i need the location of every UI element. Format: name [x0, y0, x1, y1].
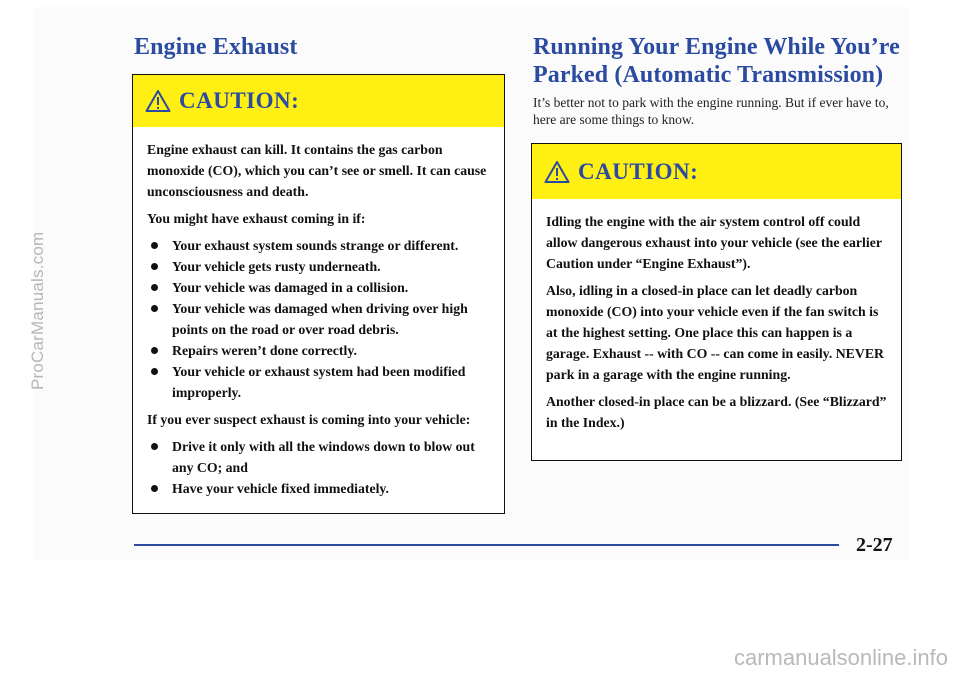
caution-paragraph: You might have exhaust coming in if: — [147, 211, 366, 226]
caution-body — [133, 127, 504, 499]
caution-paragraph: If you ever suspect exhaust is coming into your vehicle: — [147, 412, 471, 427]
list-item: Have your vehicle fixed immediately. — [147, 478, 490, 499]
parked-engine-caution-box — [531, 143, 902, 461]
list-item: Your vehicle was damaged in a collision. — [147, 277, 490, 298]
exhaust-actions-list — [147, 436, 490, 499]
caution-paragraph: Also, idling in a closed-in place can let deadly carbon monoxide (CO) into your vehicle even if the fan switch is at the highest setting. One place this can happen is a garage. Exhaust -- with CO -- can come in easily. NEVER park in a garage with the engine running. — [546, 283, 885, 382]
list-item: Repairs weren’t done correctly. — [147, 340, 490, 361]
intro-text: It’s better not to park with the engine running. But if ever have to, here are some things to know. — [533, 95, 889, 127]
list-item: Your exhaust system sounds strange or different. — [147, 235, 490, 256]
page-number: 2-27 — [856, 534, 893, 556]
caution-paragraph: Idling the engine with the air system control off could allow dangerous exhaust into your vehicle (see the earlier Caution under “Engine Exhaust”). — [546, 214, 882, 271]
engine-exhaust-caution-box — [132, 74, 505, 514]
exhaust-signs-list — [147, 235, 490, 403]
side-watermark: ProCarManuals.com — [28, 231, 47, 390]
parked-engine-heading: Running Your Engine While You’re Parked (Automatic Transmission) — [533, 34, 900, 88]
caution-paragraph: Another closed-in place can be a blizzard. (See “Blizzard” in the Index.) — [546, 394, 887, 430]
warning-triangle-icon — [145, 89, 171, 113]
list-item: Your vehicle or exhaust system had been modified improperly. — [147, 361, 490, 403]
list-item: Your vehicle gets rusty underneath. — [147, 256, 490, 277]
warning-triangle-icon — [544, 160, 570, 184]
caution-header — [532, 144, 901, 199]
list-item: Drive it only with all the windows down to blow out any CO; and — [147, 436, 490, 478]
caution-body — [532, 199, 901, 433]
bottom-watermark: carmanualsonline.info — [733, 645, 948, 670]
footer-rule — [134, 544, 839, 546]
engine-exhaust-heading: Engine Exhaust — [134, 34, 298, 60]
caution-paragraph: Engine exhaust can kill. It contains the gas carbon monoxide (CO), which you can’t see or smell. It can cause unconsciousness and death. — [147, 142, 487, 199]
caution-label: CAUTION: — [578, 158, 699, 184]
caution-label: CAUTION: — [179, 88, 300, 113]
list-item: Your vehicle was damaged when driving over high points on the road or over road debris. — [147, 298, 490, 340]
caution-header — [133, 75, 504, 127]
